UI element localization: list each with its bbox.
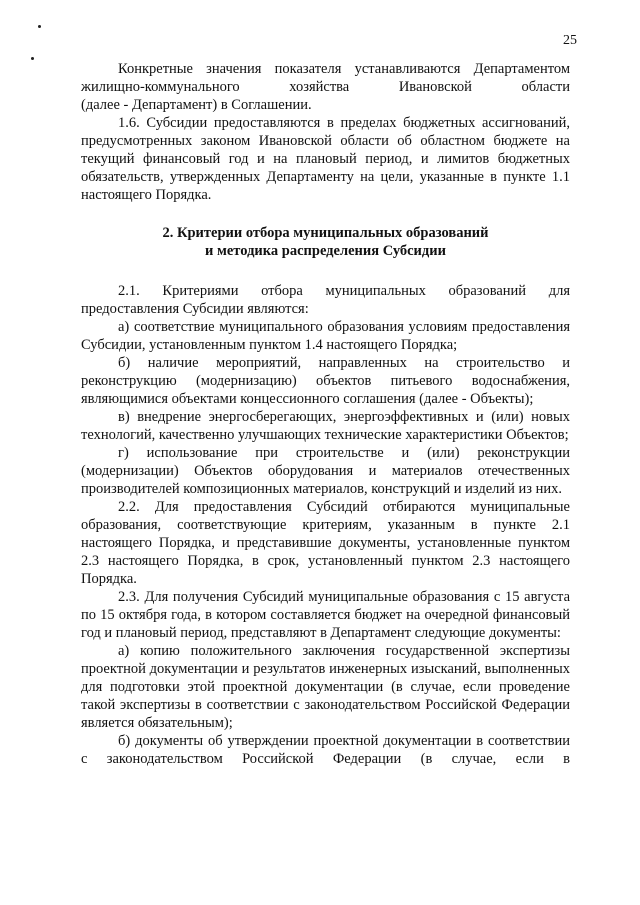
paragraph-2-3: 2.3. Для получения Субсидий муниципальные образования с 15 августа по 15 октября года, в котором составляется бюджет на очередной финансовый год и плановый период, представляют в Департамент следующие документы:	[81, 589, 570, 641]
paragraph-2-1: 2.1. Критериями отбора муниципальных образований для предоставления Субсидии являются:	[81, 283, 570, 317]
section-heading-line-1: 2. Критерии отбора муниципальных образований	[162, 225, 489, 241]
paragraph-1-6: 1.6. Субсидии предоставляются в пределах бюджетных ассигнований, предусмотренных законом Ивановской области об областном бюджете на текущий финансовый год и на плановый период, и лимитов бюджетных обязательств, утвержденных Департаменту на цели, указанные в пункте 1.1 настоящего Порядка.	[81, 115, 570, 203]
criterion-g: г) использование при строительстве и (или) реконструкции (модернизации) Объектов оборудования и материалов отечественных производителей композиционных материалов, конструкций и изделий из них.	[81, 445, 570, 497]
document-item-a: а) копию положительного заключения государственной экспертизы проектной документации и результатов инженерных изысканий, выполненных для подготовки этой проектной документации (в случае, если проведение такой экспертизы в соответствии с законодательством Российской Федерации является обязательным);	[81, 643, 570, 731]
paragraph-intro-line-2: жилищно-коммунального хозяйства Ивановской области	[81, 79, 570, 95]
criterion-b: б) наличие мероприятий, направленных на строительство и реконструкцию (модернизацию) объектов питьевого водоснабжения, являющимися объектами концессионного соглашения (далее - Объекты);	[81, 355, 570, 407]
paragraph-2-2: 2.2. Для предоставления Субсидий отбираются муниципальные образования, соответствующие критериям, указанным в пункте 2.1 настоящего Порядка, и представившие документы, установленные пунктом 2.3 настоящего Порядка, в срок, установленный пунктом 2.3 настоящего Порядка.	[81, 499, 570, 587]
criterion-a: а) соответствие муниципального образования условиям предоставления Субсидии, установленным пунктом 1.4 настоящего Порядка;	[81, 319, 570, 353]
page-number: 25	[563, 33, 577, 48]
section-heading	[81, 224, 570, 260]
scan-mark-dot	[38, 25, 41, 28]
paragraph-intro-line-3: (далее - Департамент) в Соглашении.	[81, 97, 312, 113]
criterion-v: в) внедрение энергосберегающих, энергоэффективных и (или) новых технологий, качественно улучшающих технические характеристики Объектов;	[81, 409, 570, 443]
section-heading-line-2: и методика распределения Субсидии	[205, 243, 446, 259]
paragraph-intro-line-1: Конкретные значения показателя устанавливаются Департаментом	[118, 61, 570, 77]
document-body	[81, 60, 570, 768]
scan-mark-dot	[31, 57, 34, 60]
document-item-b: б) документы об утверждении проектной документации в соответствии с законодательством Российской Федерации (в случае, если в	[81, 733, 570, 767]
paragraph-intro	[81, 60, 570, 114]
